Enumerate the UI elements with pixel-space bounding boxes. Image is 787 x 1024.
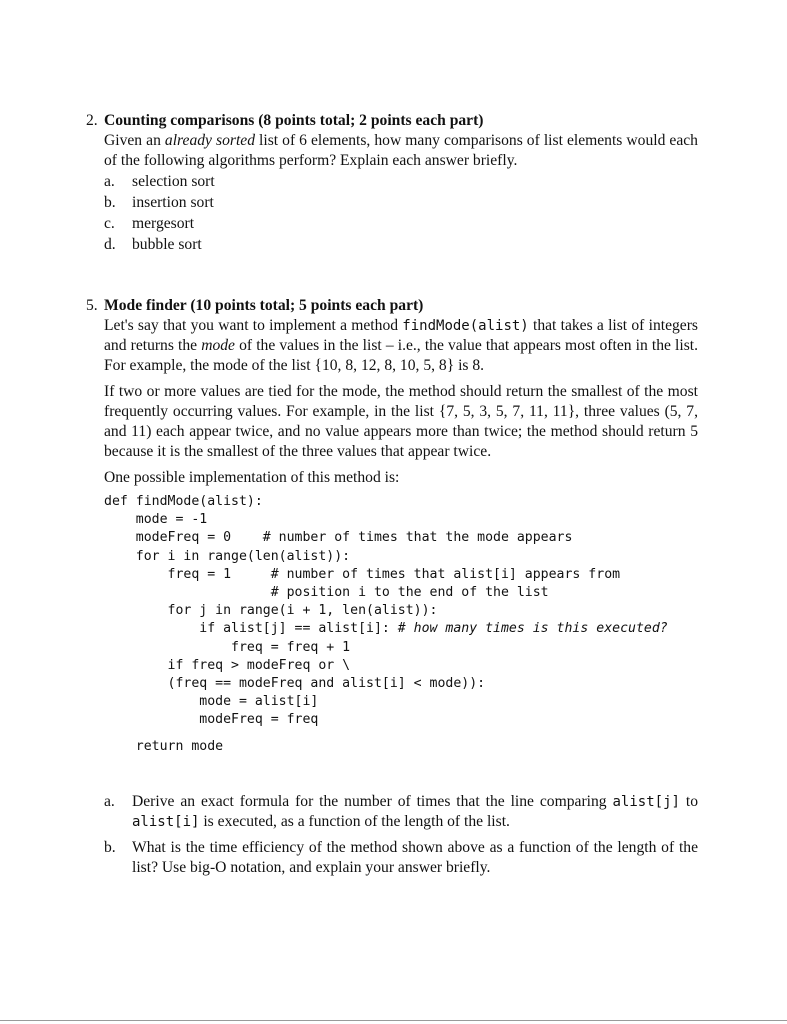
p1-text-b: that takes a list of integers and returns the bbox=[104, 317, 698, 354]
sub-label: a. bbox=[104, 792, 115, 810]
question-5-paragraph-3: One possible implementation of this method is: bbox=[104, 469, 400, 486]
code-line: if freq > modeFreq or \ bbox=[104, 657, 351, 673]
code-line: (freq == modeFreq and alist[i] < mode)): bbox=[104, 676, 486, 692]
sub-question-b bbox=[104, 838, 698, 878]
intro-emphasis: already sorted bbox=[164, 132, 255, 149]
question-2-title: Counting comparisons (8 points total; 2 points each part) bbox=[104, 112, 484, 129]
code-line: # position i to the end of the list bbox=[104, 585, 549, 601]
code-line: freq = 1 # number of times that alist[i] appears from bbox=[104, 566, 621, 582]
question-2-list bbox=[104, 171, 698, 255]
code-line bbox=[104, 620, 698, 638]
list-item bbox=[104, 171, 698, 192]
sub-a-text-b: to bbox=[685, 792, 698, 810]
code-line: for i in range(len(alist)): bbox=[104, 548, 351, 564]
code-line: mode = alist[i] bbox=[104, 694, 319, 710]
item-text: bubble sort bbox=[132, 236, 202, 253]
sub-question-a bbox=[104, 792, 698, 832]
sub-a-text: Derive an exact formula for the number of times that the line comparing bbox=[132, 792, 607, 810]
question-5-heading bbox=[86, 296, 698, 316]
question-2 bbox=[86, 111, 698, 255]
item-label: d. bbox=[104, 236, 116, 253]
code-line: for j in range(i + 1, len(alist)): bbox=[104, 603, 438, 619]
list-item bbox=[104, 213, 698, 234]
item-label: a. bbox=[104, 173, 115, 190]
sub-label: b. bbox=[104, 838, 116, 856]
item-text: insertion sort bbox=[132, 194, 214, 211]
p1-text: Let's say that you want to implement a method bbox=[104, 317, 399, 334]
question-5-paragraph-2: If two or more values are tied for the mode, the method should return the smallest of the most frequently occurring values. For example, in the list {7, 5, 3, 5, 7, 11, 11}, three values (5, 7, and 11) each appear twice, and no value appears more than twice; the method should return 5 because it is the smallest of the three values that appear twice. bbox=[104, 383, 698, 460]
p1-text-c: of the values in the list – i.e., the value that appears most often in the list. For example, the mode of the list {10, 8, 12, 8, 10, 5, 8} is 8. bbox=[104, 337, 698, 374]
question-5-number: 5. bbox=[86, 297, 98, 314]
code-line: mode = -1 bbox=[104, 512, 208, 528]
code-comment: # how many times is this executed? bbox=[397, 621, 668, 637]
question-5-paragraph-1 bbox=[104, 316, 698, 376]
p1-code: findMode(alist) bbox=[402, 318, 529, 334]
item-text: mergesort bbox=[132, 215, 195, 232]
list-item bbox=[104, 234, 698, 255]
code-line: return mode bbox=[104, 738, 224, 754]
item-label: c. bbox=[104, 215, 115, 232]
intro-text: Given an bbox=[104, 132, 161, 149]
code-line: modeFreq = 0 # number of times that the mode appears bbox=[104, 530, 573, 546]
item-text: selection sort bbox=[132, 173, 215, 190]
question-2-number: 2. bbox=[86, 112, 98, 129]
sub-a-code: alist[j] bbox=[612, 793, 680, 810]
intro-text-rest: list of 6 elements, how many comparisons of list elements would each of the following algorithms perform? Explain each answer briefly. bbox=[104, 132, 698, 169]
sub-a-code-2: alist[i] bbox=[132, 813, 200, 830]
page-bottom-rule bbox=[0, 1020, 787, 1021]
code-segment: if alist[j] == alist[i]: bbox=[104, 621, 398, 637]
sub-question-b-text: What is the time efficiency of the method shown above as a function of the length of the list? Use big-O notation, and explain your answer briefly. bbox=[132, 838, 698, 876]
code-listing bbox=[104, 493, 698, 756]
code-line: def findMode(alist): bbox=[104, 494, 263, 509]
question-2-intro bbox=[104, 131, 698, 171]
sub-question-a-text bbox=[132, 792, 698, 832]
item-label: b. bbox=[104, 194, 116, 211]
code-line: freq = freq + 1 bbox=[104, 639, 351, 655]
question-5-title: Mode finder (10 points total; 5 points each part) bbox=[104, 297, 424, 314]
list-item bbox=[104, 192, 698, 213]
p1-emphasis: mode bbox=[201, 337, 235, 354]
question-2-heading bbox=[86, 111, 698, 131]
code-line: modeFreq = freq bbox=[104, 712, 319, 728]
sub-a-text-c: is executed, as a function of the length of the list. bbox=[203, 812, 510, 830]
question-5 bbox=[86, 296, 698, 878]
